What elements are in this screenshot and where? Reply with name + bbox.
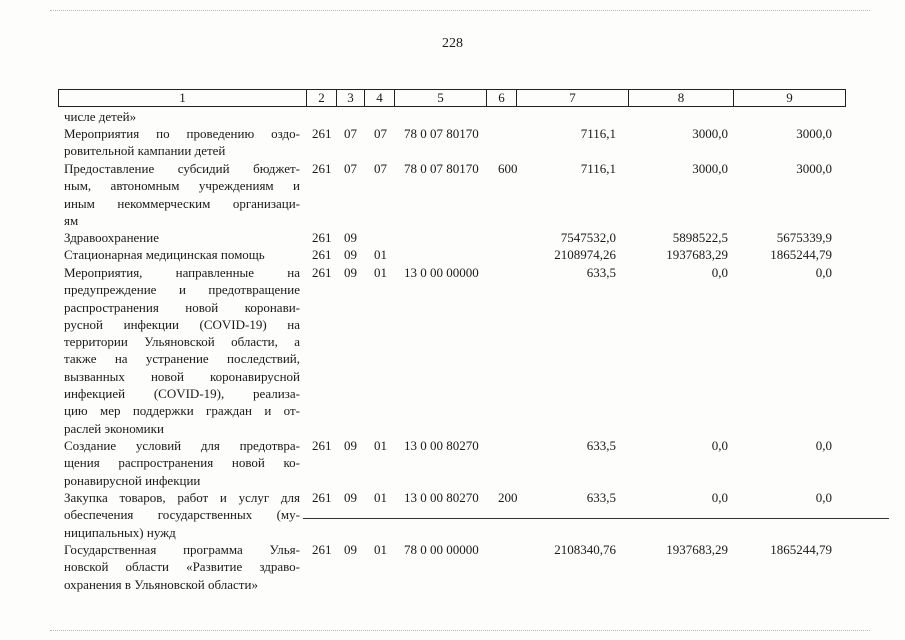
table-header <box>58 89 846 107</box>
row-name-line: щения распространения новой ко- <box>64 455 300 471</box>
row-col-4: 01 <box>374 542 387 557</box>
row-col-9: 0,0 <box>815 265 832 280</box>
row-col-3: 09 <box>344 490 357 505</box>
row-name-line: ям <box>64 212 79 228</box>
row-name-line: цию мер поддержки граждан и от- <box>64 403 300 419</box>
row-name-line: Мероприятия, направленные на <box>64 265 300 280</box>
row-col-9: 5675339,9 <box>776 230 832 245</box>
row-col-8: 5898522,5 <box>672 230 728 245</box>
row-col-9: 1865244,79 <box>770 542 832 557</box>
row-col-5: 13 0 00 00000 <box>404 265 479 280</box>
row-name-line: предупреждение и предотвращение <box>64 282 300 298</box>
row-col-8: 0,0 <box>711 490 728 505</box>
row-name-line: числе детей» <box>64 109 137 124</box>
scan-artifact-top <box>50 10 870 12</box>
row-name-line: Создание условий для предотвра- <box>64 438 300 453</box>
row-name <box>64 264 300 437</box>
row-col-3: 07 <box>344 126 357 141</box>
row-col-4: 01 <box>374 265 387 280</box>
row-col-7: 2108340,76 <box>554 542 616 557</box>
header-col-6: 6 <box>487 90 517 106</box>
row-name-line: раслей экономики <box>64 420 164 436</box>
row-col-4: 01 <box>374 490 387 505</box>
row-name-line: Мероприятия по проведению оздо- <box>64 126 300 141</box>
row-name <box>64 160 300 229</box>
row-col-8: 1937683,29 <box>666 542 728 557</box>
row-name-line: ным, автономным учреждениям и <box>64 178 300 194</box>
row-col-6: 200 <box>498 490 518 505</box>
row-col-3: 09 <box>344 542 357 557</box>
row-col-7: 633,5 <box>586 438 616 453</box>
row-col-4: 07 <box>374 126 387 141</box>
row-name-line: территории Ульяновской области, а <box>64 334 300 350</box>
header-col-8: 8 <box>629 90 734 106</box>
row-col-7: 633,5 <box>586 265 616 280</box>
row-col-7: 7116,1 <box>580 161 616 176</box>
row-name-line: ровительной кампании детей <box>64 143 226 159</box>
row-col-2: 261 <box>312 265 332 280</box>
row-col-8: 0,0 <box>711 438 728 453</box>
row-col-5: 78 0 07 80170 <box>404 126 479 141</box>
header-col-3: 3 <box>337 90 365 106</box>
row-name <box>64 541 300 593</box>
row-col-9: 3000,0 <box>796 126 832 141</box>
row-name <box>64 489 300 541</box>
row-name-line: охранения в Ульяновской области» <box>64 576 258 592</box>
row-col-2: 261 <box>312 438 332 453</box>
page-number: 228 <box>442 36 463 51</box>
row-col-7: 633,5 <box>586 490 616 505</box>
header-col-2: 2 <box>307 90 337 106</box>
row-name <box>64 437 300 489</box>
row-col-4: 01 <box>374 247 387 262</box>
row-col-9: 0,0 <box>815 438 832 453</box>
row-name-line: инфекцией (COVID-19), реализа- <box>64 386 300 402</box>
row-name-line: Предоставление субсидий бюджет- <box>64 161 300 176</box>
row-name <box>64 229 300 246</box>
header-col-1: 1 <box>59 90 307 106</box>
row-col-9: 3000,0 <box>796 161 832 176</box>
row-col-9: 0,0 <box>815 490 832 505</box>
row-col-8: 3000,0 <box>692 161 728 176</box>
row-col-3: 09 <box>344 247 357 262</box>
row-name <box>64 125 300 160</box>
header-col-7: 7 <box>517 90 629 106</box>
row-name-line: Закупка товаров, работ и услуг для <box>64 490 300 505</box>
row-col-5: 78 0 00 00000 <box>404 542 479 557</box>
row-col-5: 13 0 00 80270 <box>404 490 479 505</box>
row-name-line: Здравоохранение <box>64 230 159 245</box>
row-name-line: ронавирусной инфекции <box>64 472 201 488</box>
row-col-2: 261 <box>312 490 332 505</box>
horizontal-rule <box>303 518 889 519</box>
row-col-2: 261 <box>312 542 332 557</box>
row-name <box>64 246 300 263</box>
row-col-3: 09 <box>344 265 357 280</box>
row-col-8: 1937683,29 <box>666 247 728 262</box>
row-col-5: 78 0 07 80170 <box>404 161 479 176</box>
row-name-line: обеспечения государственных (му- <box>64 507 300 523</box>
row-name-line: Стационарная медицинская помощь <box>64 247 265 262</box>
row-col-2: 261 <box>312 247 332 262</box>
row-col-6: 600 <box>498 161 518 176</box>
row-name-line: иным некоммерческим организаци- <box>64 195 300 211</box>
row-col-3: 09 <box>344 230 357 245</box>
row-col-2: 261 <box>312 126 332 141</box>
row-col-3: 09 <box>344 438 357 453</box>
row-name-line: ниципальных) нужд <box>64 524 176 540</box>
row-col-3: 07 <box>344 161 357 176</box>
row-name-line: русной инфекции (COVID-19) на <box>64 316 300 332</box>
row-col-7: 7547532,0 <box>560 230 616 245</box>
row-name <box>64 108 300 125</box>
row-name-line: Государственная программа Улья- <box>64 542 300 557</box>
row-col-9: 1865244,79 <box>770 247 832 262</box>
header-col-5: 5 <box>395 90 487 106</box>
row-col-4: 07 <box>374 161 387 176</box>
row-name-line: также на устранение последствий, <box>64 351 300 367</box>
row-name-line: вызванных новой коронавирусной <box>64 368 300 384</box>
row-col-4: 01 <box>374 438 387 453</box>
header-col-4: 4 <box>365 90 395 106</box>
row-col-2: 261 <box>312 161 332 176</box>
row-name-line: новской области «Развитие здраво- <box>64 559 300 575</box>
row-col-8: 0,0 <box>711 265 728 280</box>
header-col-9: 9 <box>786 90 793 105</box>
row-name-line: распространения новой коронави- <box>64 299 300 315</box>
row-col-5: 13 0 00 80270 <box>404 438 479 453</box>
row-col-2: 261 <box>312 230 332 245</box>
row-col-8: 3000,0 <box>692 126 728 141</box>
scan-artifact-bottom <box>50 630 870 632</box>
row-col-7: 7116,1 <box>580 126 616 141</box>
row-col-7: 2108974,26 <box>554 247 616 262</box>
